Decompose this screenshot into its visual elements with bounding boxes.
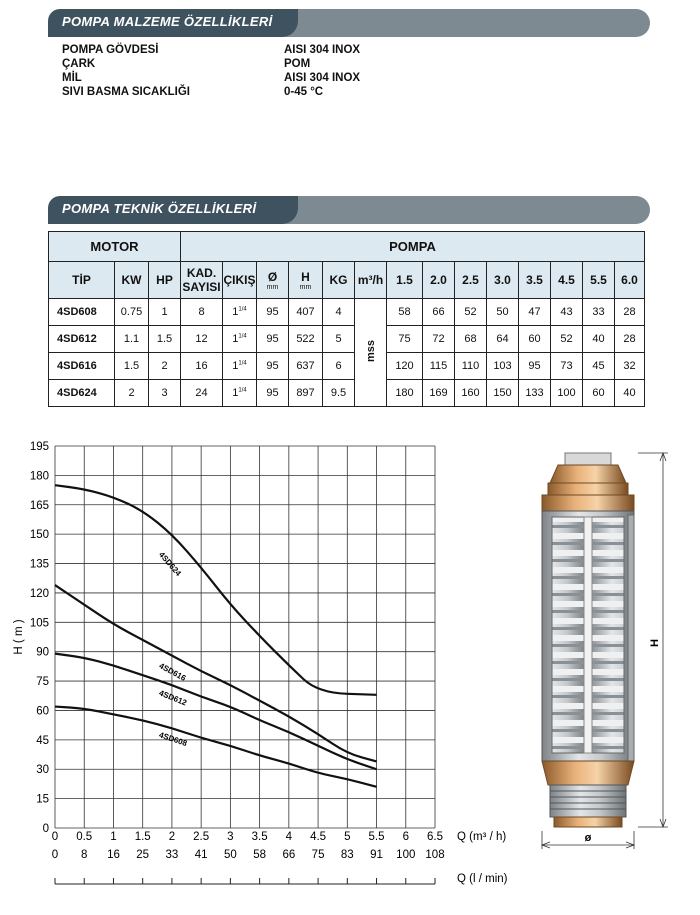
pump-bottom-flange bbox=[554, 817, 622, 827]
outlet-size: 1 bbox=[232, 333, 239, 345]
table-cell: 60 bbox=[519, 326, 551, 353]
table-cell: 1 bbox=[149, 299, 181, 326]
table-cell: 95 bbox=[519, 353, 551, 380]
table-cell: 897 bbox=[289, 380, 323, 407]
y-tick-label: 105 bbox=[29, 617, 49, 630]
table-cell: 66 bbox=[423, 299, 455, 326]
col-dia-unit: mm bbox=[266, 283, 279, 291]
pump-cable-guard bbox=[628, 515, 634, 761]
x2-tick-label: 83 bbox=[340, 849, 354, 861]
table-cell: 52 bbox=[455, 299, 487, 326]
table-cell: 28 bbox=[615, 326, 645, 353]
col-kad bbox=[181, 262, 223, 299]
materials-section-header bbox=[48, 9, 650, 37]
x-tick-label: 3.5 bbox=[251, 831, 268, 843]
x-tick-label: 4 bbox=[285, 831, 293, 843]
col-h-label: H bbox=[301, 269, 310, 284]
pump-outlet-thread bbox=[565, 453, 611, 465]
table-cell: 4SD624 bbox=[49, 380, 115, 407]
table-cell: 103 bbox=[487, 353, 519, 380]
col-flow-4: 3.0 bbox=[487, 262, 519, 299]
pump-shaft bbox=[584, 517, 592, 753]
x2-tick-label: 0 bbox=[51, 849, 59, 861]
table-cell: 95 bbox=[257, 326, 289, 353]
col-kg: KG bbox=[323, 262, 355, 299]
table-cell: 150 bbox=[487, 380, 519, 407]
col-kad-line1: KAD. bbox=[186, 266, 217, 280]
col-flow-7: 5.5 bbox=[583, 262, 615, 299]
x-axis-label: Q (m³ / h) bbox=[457, 831, 507, 843]
pompa-group-header: POMPA bbox=[181, 232, 645, 262]
table-cell: 4SD612 bbox=[49, 326, 115, 353]
table-cell: 6 bbox=[323, 353, 355, 380]
table-cell: 12 bbox=[181, 326, 223, 353]
pump-outlet-head bbox=[550, 465, 626, 483]
col-dia bbox=[257, 262, 289, 299]
table-cell: 8 bbox=[181, 299, 223, 326]
col-cikis: ÇIKIŞ bbox=[223, 262, 257, 299]
spec-row bbox=[62, 85, 462, 99]
y-tick-label: 135 bbox=[29, 558, 49, 571]
table-cell: 64 bbox=[487, 326, 519, 353]
x-tick-label: 5 bbox=[344, 831, 351, 843]
spec-value: 0-45 °C bbox=[284, 86, 324, 98]
mss-label: mss bbox=[364, 339, 377, 363]
table-cell: 5 bbox=[323, 326, 355, 353]
col-flow-6: 4.5 bbox=[551, 262, 583, 299]
x2-tick-label: 16 bbox=[107, 849, 120, 861]
series-label: 4SD612 bbox=[157, 688, 188, 708]
table-cell: 4SD616 bbox=[49, 353, 115, 380]
x2-tick-label: 41 bbox=[194, 849, 208, 861]
table-cell: 28 bbox=[615, 299, 645, 326]
x-tick-label: 2.5 bbox=[193, 831, 210, 843]
x-tick-label: 0.5 bbox=[76, 831, 93, 843]
y-tick-label: 195 bbox=[29, 441, 49, 453]
series-line-4sd608 bbox=[55, 707, 377, 787]
table-cell: 2 bbox=[149, 353, 181, 380]
table-cell bbox=[223, 380, 257, 407]
table-cell: 72 bbox=[423, 326, 455, 353]
table-cell: 60 bbox=[583, 380, 615, 407]
outlet-size-fraction: 1/4 bbox=[238, 306, 247, 313]
outlet-size-fraction: 1/4 bbox=[238, 333, 247, 340]
col-kad-line2: SAYISI bbox=[182, 280, 221, 294]
dimension-dia-label: ø bbox=[584, 832, 592, 844]
table-cell: 50 bbox=[487, 299, 519, 326]
table-cell: 43 bbox=[551, 299, 583, 326]
outlet-size: 1 bbox=[232, 387, 239, 399]
x2-tick-label: 100 bbox=[396, 849, 416, 861]
table-cell: 522 bbox=[289, 326, 323, 353]
spec-value: POM bbox=[284, 58, 311, 70]
outlet-size-fraction: 1/4 bbox=[238, 360, 247, 367]
table-cell: 2 bbox=[115, 380, 149, 407]
table-cell bbox=[223, 326, 257, 353]
y-tick-label: 75 bbox=[36, 676, 49, 689]
table-cell: 95 bbox=[257, 353, 289, 380]
table-cell: 133 bbox=[519, 380, 551, 407]
x2-tick-label: 75 bbox=[311, 849, 325, 861]
y-tick-label: 15 bbox=[36, 793, 49, 806]
series-label: 4SD624 bbox=[157, 550, 183, 578]
table-cell: 120 bbox=[387, 353, 423, 380]
spec-row bbox=[62, 43, 462, 57]
table-cell: 115 bbox=[423, 353, 455, 380]
x-tick-label: 5.5 bbox=[368, 831, 385, 843]
col-dia-label: Ø bbox=[267, 269, 278, 284]
spec-label: SIVI BASMA SICAKLIĞI bbox=[62, 86, 190, 98]
col-flow-unit: m³/h bbox=[355, 262, 387, 299]
x-tick-label: 1.5 bbox=[134, 831, 151, 843]
table-cell: 95 bbox=[257, 299, 289, 326]
series-label: 4SD616 bbox=[157, 661, 188, 683]
x-tick-label: 6 bbox=[402, 831, 409, 843]
table-cell: 1.5 bbox=[149, 326, 181, 353]
x2-tick-label: 91 bbox=[370, 849, 383, 861]
table-cell: 45 bbox=[583, 353, 615, 380]
table-cell: 4SD608 bbox=[49, 299, 115, 326]
table-cell: 4 bbox=[323, 299, 355, 326]
col-flow-2: 2.0 bbox=[423, 262, 455, 299]
table-cell: 110 bbox=[455, 353, 487, 380]
col-kw: KW bbox=[115, 262, 149, 299]
spec-label: POMPA GÖVDESİ bbox=[62, 44, 159, 56]
spec-value: AISI 304 INOX bbox=[284, 72, 361, 84]
outlet-size-fraction: 1/4 bbox=[238, 387, 247, 394]
y-tick-label: 45 bbox=[36, 734, 49, 747]
y-tick-label: 90 bbox=[36, 646, 49, 659]
table-cell: 95 bbox=[257, 380, 289, 407]
table-cell: 75 bbox=[387, 326, 423, 353]
y-tick-label: 60 bbox=[36, 705, 49, 718]
table-cell: 180 bbox=[387, 380, 423, 407]
outlet-size: 1 bbox=[232, 306, 239, 318]
table-cell bbox=[223, 353, 257, 380]
y-tick-label: 120 bbox=[29, 587, 49, 600]
table-cell: 16 bbox=[181, 353, 223, 380]
table-row bbox=[49, 380, 645, 407]
x2-tick-label: 108 bbox=[425, 849, 445, 861]
x-tick-label: 2 bbox=[168, 831, 176, 843]
x2-axis-label: Q (l / min) bbox=[457, 873, 508, 885]
x2-tick-label: 58 bbox=[253, 849, 267, 861]
table-cell: 52 bbox=[551, 326, 583, 353]
table-cell: 637 bbox=[289, 353, 323, 380]
table-cell: 73 bbox=[551, 353, 583, 380]
x-tick-label: 6.5 bbox=[427, 831, 443, 843]
table-cell: 169 bbox=[423, 380, 455, 407]
y-tick-label: 150 bbox=[29, 529, 49, 542]
y-tick-label: 30 bbox=[36, 764, 49, 777]
table-cell: 68 bbox=[455, 326, 487, 353]
col-flow-1: 1.5 bbox=[387, 262, 423, 299]
x2-tick-label: 33 bbox=[165, 849, 179, 861]
dimension-h-label: H bbox=[649, 639, 661, 647]
col-flow-8: 6.0 bbox=[615, 262, 645, 299]
y-tick-label: 165 bbox=[29, 499, 49, 512]
x-tick-label: 3 bbox=[227, 831, 234, 843]
x-tick-label: 0 bbox=[51, 831, 59, 843]
table-cell: 47 bbox=[519, 299, 551, 326]
spec-row bbox=[62, 71, 462, 85]
table-row bbox=[49, 326, 645, 353]
table-cell: 407 bbox=[289, 299, 323, 326]
col-flow-3: 2.5 bbox=[455, 262, 487, 299]
technical-section-header bbox=[48, 196, 650, 224]
x2-tick-label: 8 bbox=[81, 849, 88, 861]
table-row bbox=[49, 353, 645, 380]
performance-chart bbox=[0, 430, 520, 910]
table-cell: 58 bbox=[387, 299, 423, 326]
outlet-size: 1 bbox=[232, 360, 239, 372]
table-cell: 1.1 bbox=[115, 326, 149, 353]
spec-label: MİL bbox=[62, 72, 82, 84]
materials-spec-list bbox=[62, 43, 462, 99]
y-tick-label: 180 bbox=[29, 470, 49, 483]
x2-tick-label: 50 bbox=[223, 849, 237, 861]
col-h bbox=[289, 262, 323, 299]
spec-value: AISI 304 INOX bbox=[284, 44, 361, 56]
col-tip: TİP bbox=[49, 262, 115, 299]
technical-spec-table bbox=[48, 231, 645, 407]
y-tick-label: 0 bbox=[42, 823, 49, 835]
table-cell: 160 bbox=[455, 380, 487, 407]
col-flow-5: 3.5 bbox=[519, 262, 551, 299]
pump-head-ring bbox=[542, 495, 634, 511]
motor-group-header: MOTOR bbox=[49, 232, 181, 262]
x-tick-label: 1 bbox=[110, 831, 117, 843]
table-cell: 40 bbox=[583, 326, 615, 353]
pump-suction-housing bbox=[542, 761, 634, 785]
table-cell: 1.5 bbox=[115, 353, 149, 380]
series-line-4sd616 bbox=[55, 585, 377, 761]
table-row bbox=[49, 299, 645, 326]
table-cell: 32 bbox=[615, 353, 645, 380]
series-label: 4SD608 bbox=[157, 730, 189, 749]
materials-section-title: POMPA MALZEME ÖZELLİKLERİ bbox=[62, 14, 273, 29]
table-cell: 0.75 bbox=[115, 299, 149, 326]
table-cell: 3 bbox=[149, 380, 181, 407]
x-tick-label: 4.5 bbox=[310, 831, 327, 843]
table-cell bbox=[223, 299, 257, 326]
col-hp: HP bbox=[149, 262, 181, 299]
pump-suction-screen bbox=[550, 785, 626, 817]
mss-unit-cell bbox=[355, 299, 387, 407]
x2-tick-label: 66 bbox=[282, 849, 296, 861]
pump-head-collar bbox=[548, 483, 628, 495]
table-cell: 24 bbox=[181, 380, 223, 407]
x2-tick-label: 25 bbox=[136, 849, 150, 861]
spec-row bbox=[62, 57, 462, 71]
col-h-unit: mm bbox=[299, 283, 312, 291]
technical-section-title: POMPA TEKNİK ÖZELLİKLERİ bbox=[62, 201, 257, 216]
table-cell: 40 bbox=[615, 380, 645, 407]
spec-label: ÇARK bbox=[62, 58, 96, 70]
pump-illustration bbox=[528, 445, 678, 860]
table-cell: 9.5 bbox=[323, 380, 355, 407]
table-cell: 100 bbox=[551, 380, 583, 407]
y-axis-label: H ( m ) bbox=[13, 619, 25, 655]
table-cell: 33 bbox=[583, 299, 615, 326]
